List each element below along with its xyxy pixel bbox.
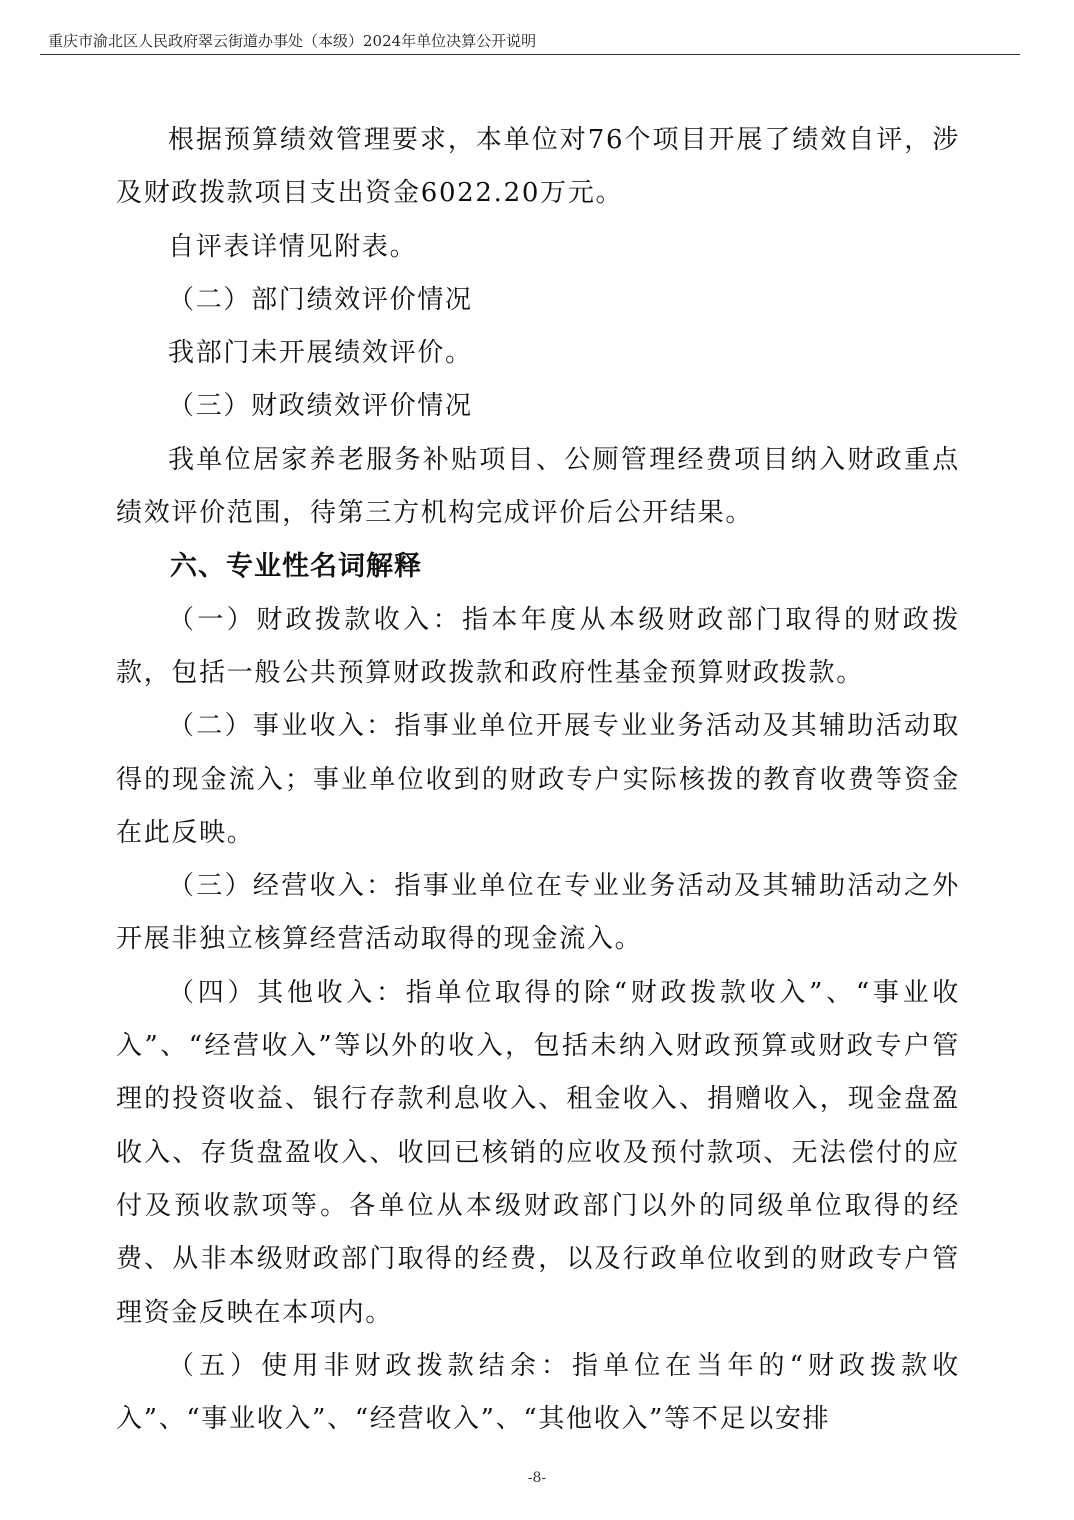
subheading-finance-evaluation: （三）财政绩效评价情况 — [168, 391, 473, 422]
term-other-income: （四）其他收入：指单位取得的除“财政拨款收入”、“事业收入”、“经营收入”等以外的收入，包括未纳入财政预算或财政专户管理的投资收益、银行存款利息收入、租金收入、捐赠收入，现金盘盈收入、存货盘盈收入、收回已核销的应收及预付款项、无法偿付的应付及预收款项等。各单位从本级财政部门以外的同级单位取得的经费、从非本级财政部门取得的经费，以及行政单位收到的财政专户管理资金反映在本项内。 — [116, 977, 960, 1328]
section-heading-terms: 六、专业性名词解释 — [170, 551, 422, 583]
paragraph-finance-evaluation: 我单位居家养老服务补贴项目、公厕管理经费项目纳入财政重点绩效评价范围，待第三方机构完成评价后公开结果。 — [116, 444, 960, 529]
term-non-fiscal-balance: （五）使用非财政拨款结余：指单位在当年的“财政拨款收入”、“事业收入”、“经营收入”、“其他收入”等不足以安排 — [116, 1350, 960, 1435]
page-header: 重庆市渝北区人民政府翠云街道办事处（本级）2024年单位决算公开说明 — [48, 32, 537, 50]
header-divider — [40, 54, 1020, 55]
term-operating-income: （三）经营收入：指事业单位在专业业务活动及其辅助活动之外开展非独立核算经营活动取得的现金流入。 — [116, 871, 960, 955]
subheading-department-evaluation: （二）部门绩效评价情况 — [168, 284, 473, 315]
document-body — [116, 114, 960, 1446]
paragraph-self-evaluation: 根据预算绩效管理要求，本单位对76个项目开展了绩效自评，涉及财政拨款项目支出资金6022.20万元。 — [116, 125, 960, 209]
term-fiscal-appropriation-income: （一）财政拨款收入：指本年度从本级财政部门取得的财政拨款，包括一般公共预算财政拨款和政府性基金预算财政拨款。 — [116, 604, 960, 688]
paragraph-appendix-note: 自评表详情见附表。 — [168, 231, 418, 262]
page-number: -8- — [527, 1470, 547, 1486]
term-business-income: （二）事业收入：指事业单位开展专业业务活动及其辅助活动取得的现金流入；事业单位收到的财政专户实际核拨的教育收费等资金在此反映。 — [116, 711, 960, 848]
paragraph-department-evaluation: 我部门未开展绩效评价。 — [168, 338, 473, 369]
